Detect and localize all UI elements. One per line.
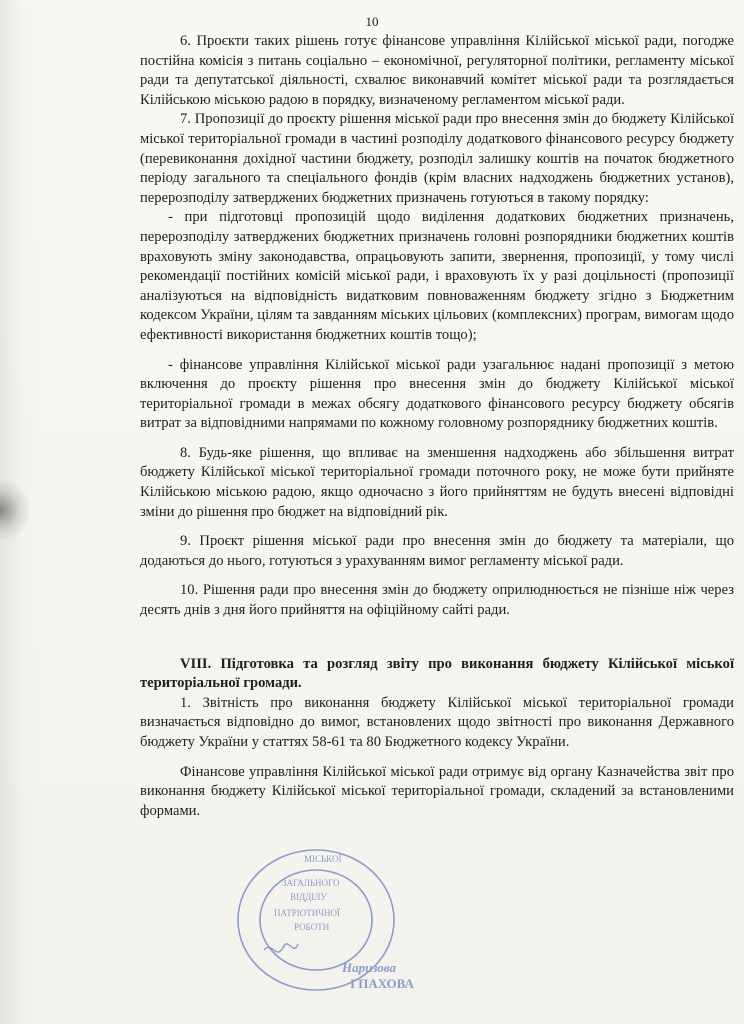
stamp-inner-ring (260, 870, 372, 970)
scan-shadow (0, 480, 30, 540)
paragraph-10: 10. Рішення ради про внесення змін до бюджету оприлюднюється не пізніше ніж через десять днів з дня його прийняття на офіційному сайті ради. (140, 582, 734, 619)
stamp-text-5: Наризова (342, 960, 396, 975)
paragraph-6: 6. Проєкти таких рішень готує фінансове управління Кілійської міської ради, погодже постійна комісія з питань соціально – економічної, регуляторної політики, регламенту міської ради та депутатської діяльності, схвалює виконавчий комітет міської ради та розглядається Кілійською міською радою в порядку, визначеному регламентом міської ради. (140, 33, 734, 108)
stamp-text-2: ВІДДІЛУ (290, 892, 327, 902)
paragraph-7: 7. Пропозиції до проєкту рішення міської ради про внесення змін до бюджету Кілійської міської територіальної громади в частині розподілу додаткового фінансового ресурсу бюджету (перевиконання дохідної частини бюджету, розподіл залишку коштів на початок бюджетного періоду загального та спеціального фондів (крім власних надходжень бюджетних установ), перерозподілу затверджених бюджетних призначень готуються в такому порядку: (140, 111, 734, 206)
stamp-signature (264, 944, 298, 952)
stamp-text-1: ЗАГАЛЬНОГО (282, 878, 340, 888)
paragraph-9: 9. Проєкт рішення міської ради про внесення змін до бюджету та матеріали, що додаються до нього, готуються з урахуванням вимог регламенту міської ради. (140, 533, 734, 569)
section-paragraph-2: Фінансове управління Кілійської міської ради отримує від органу Казначейства звіт про виконання бюджету Кілійської міської територіальної громади, складений за встановленими формами. (140, 763, 734, 819)
list-item-2: - фінансове управління Кілійської міської ради узагальнює надані пропозиції з метою включення до проєкту рішення про внесення змін до бюджету Кілійської міської територіальної громади в межах обсягу додаткового фінансового ресурсу бюджету обсягів витрат за відповідними напрямами по кожному головному розпоряднику бюджетних коштів. (140, 356, 734, 432)
stamp-text-0: МІСЬКОЇ (304, 854, 342, 864)
section-paragraph-1: 1. Звітність про виконання бюджету Кілійської міської територіальної громади визначається відповідно до вимог, встановлених щодо звітності про виконання Державного бюджету України у статтях 58-61 та 80 Бюджетного кодексу України. (140, 694, 734, 750)
official-stamp (224, 842, 424, 1000)
paragraph-8: 8. Будь-яке рішення, що впливає на зменшення надходжень або збільшення витрат бюджету Кілійської міської територіальної громади поточного року, не може бути прийняте Кілійською міською радою, якщо одночасно з його прийняттям не будуть внесені відповідні зміни до рішення про бюджет на відповідний рік. (140, 444, 734, 520)
stamp-text-4: РОБОТИ (294, 922, 330, 932)
section-title: VIII. Підготовка та розгляд звіту про виконання бюджету Кілійської міської територіальної громади. (140, 655, 734, 692)
list-item-1: - при підготовці пропозицій щодо виділення додаткових бюджетних призначень, перерозподілу затверджених бюджетних призначень головні розпорядники бюджетних коштів враховують зміну законодавства, опрацьовують запити, звернення, пропозиції, у тому числі рекомендації постійних комісій міської ради, і враховують їх у разі доцільності (пропозиції аналізуються на відповідність видатковим повноваженням бюджету згідно з Бюджетним кодексом України, цілям та завданням міських цільових (комплексних) програм, вимогам щодо ефективності використання бюджетних коштів тощо); (140, 209, 734, 343)
document-body (140, 32, 734, 821)
page-number: 10 (365, 14, 379, 29)
stamp-text-6: І ПАХОВА (350, 976, 414, 991)
stamp-outer-ring (238, 850, 394, 990)
stamp-text-3: ПАТРІОТИЧНОЇ (274, 908, 341, 918)
